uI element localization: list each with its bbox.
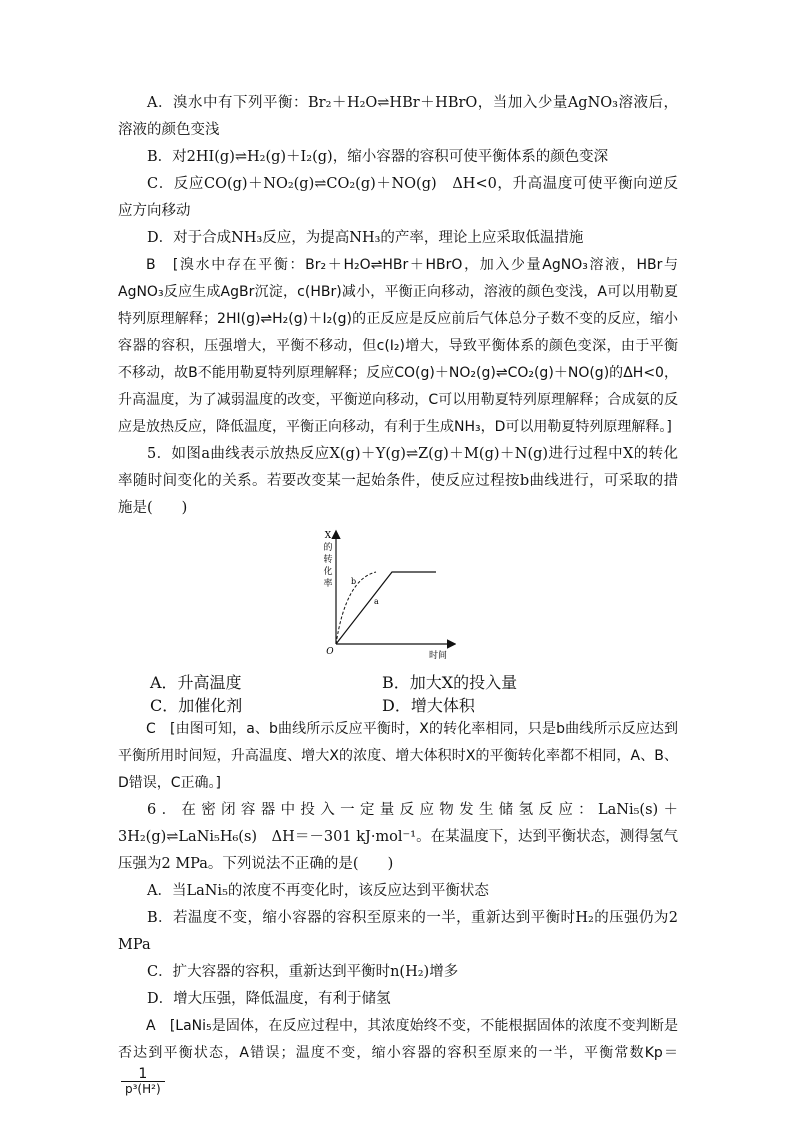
q5-option-b: B．加大X的投入量 bbox=[382, 673, 518, 692]
y-axis-label-char: 转 bbox=[323, 555, 333, 565]
y-axis-label-char: 的 bbox=[323, 543, 333, 553]
conversion-rate-chart bbox=[306, 524, 456, 662]
y-axis-label-char: 化 bbox=[323, 567, 333, 577]
fraction-numerator: 1 bbox=[121, 1067, 165, 1082]
q4-option-b: B．对2HI(g)⇌H₂(g)＋I₂(g)，缩小容器的容积可使平衡体系的颜色变深 bbox=[147, 149, 609, 165]
q5-answer-explanation: C [由图可知，a、b曲线所示反应平衡时，X的转化率相同，只是b曲线所示反应达到平衡所用时间短，升高温度、增大X的浓度、增大体积时X的平衡转化率都不相同，A、B、D错误，C正确。] bbox=[118, 721, 678, 791]
q4-option-d: D．对于合成NH₃反应，为提高NH₃的产率，理论上应采取低温措施 bbox=[147, 230, 584, 246]
q4-option-a: A．溴水中有下列平衡：Br₂＋H₂O⇌HBr＋HBrO，当加入少量AgNO₃溶液后，溶液的颜色变浅 bbox=[118, 95, 678, 138]
q6-stem: 6．在密闭容器中投入一定量反应物发生储氢反应：LaNi₅(s)＋3H₂(g)⇌LaNi₅H₆(s) ΔH＝－301 kJ·mol⁻¹。在某温度下，达到平衡状态，测得氢气压强为2 MPa。下列说法不正确的是( ) bbox=[118, 802, 678, 872]
fraction-denominator: p³(H²) bbox=[125, 1082, 161, 1096]
curve-a-label: a bbox=[374, 597, 379, 606]
q4-option-c: C．反应CO(g)＋NO₂(g)⇌CO₂(g)＋NO(g) ΔH<0，升高温度可使平衡向逆反应方向移动 bbox=[118, 176, 678, 219]
q5-option-c: C．加催化剂 bbox=[150, 696, 243, 715]
q6-option-c: C．扩大容器的容积，重新达到平衡时n(H₂)增多 bbox=[147, 964, 459, 980]
q6-option-d: D．增大压强，降低温度，有利于储氢 bbox=[147, 991, 391, 1007]
y-axis-label-char: 率 bbox=[323, 579, 333, 589]
q5-options-row-2 bbox=[118, 693, 678, 716]
document-page bbox=[118, 90, 678, 1096]
q5-option-a: A．升高温度 bbox=[150, 673, 242, 692]
q6-option-a: A．当LaNi₅的浓度不再变化时，该反应达到平衡状态 bbox=[147, 883, 489, 899]
kp-fraction bbox=[121, 1067, 165, 1096]
q6-answer-text: A [LaNi₅是固体，在反应过程中，其浓度始终不变，不能根据固体的浓度不变判断是否达到平衡状态，A错误；温度不变，缩小容器的容积至原来的一半，平衡常数Kp＝ bbox=[118, 1018, 678, 1061]
origin-label: O bbox=[326, 647, 334, 657]
q5-option-d: D．增大体积 bbox=[382, 696, 475, 715]
q6-answer-explanation bbox=[118, 1013, 678, 1096]
q4-answer-explanation: B [溴水中存在平衡：Br₂＋H₂O⇌HBr＋HBrO，加入少量AgNO₃溶液，HBr与AgNO₃反应生成AgBr沉淀，c(HBr)减小，平衡正向移动，溶液的颜色变浅，A可以用勒夏特列原理解释；2HI(g)⇌H₂(g)＋I₂(g)的正反应是反应前后气体总分子数不变的反应，缩小容器的容积，压强增大，平衡不移动，但c(I₂)增大，导致平衡体系的颜色变深，由于平衡不移动，故B不能用勒夏特列原理解释；反应CO(g)＋NO₂(g)⇌CO₂(g)＋NO(g)的ΔH<0，升高温度，为了减弱温度的改变，平衡逆向移动，C可以用勒夏特列原理解释；合成氨的反应是放热反应，降低温度，平衡正向移动，有利于生成NH₃，D可以用勒夏特列原理解释。] bbox=[118, 257, 678, 435]
q5-stem: 5．如图a曲线表示放热反应X(g)＋Y(g)⇌Z(g)＋M(g)＋N(g)进行过程中X的转化率随时间变化的关系。若要改变某一起始条件，使反应过程按b曲线进行，可采取的措施是( ) bbox=[118, 446, 678, 516]
curve-b-label: b bbox=[351, 577, 357, 586]
y-axis-label-char: X bbox=[324, 531, 332, 541]
q5-figure bbox=[118, 524, 678, 664]
q5-options-row-1 bbox=[118, 670, 678, 693]
q6-option-b: B．若温度不变，缩小容器的容积至原来的一半，重新达到平衡时H₂的压强仍为2 MPa bbox=[118, 910, 678, 953]
x-axis-label: 时间 bbox=[428, 651, 448, 661]
